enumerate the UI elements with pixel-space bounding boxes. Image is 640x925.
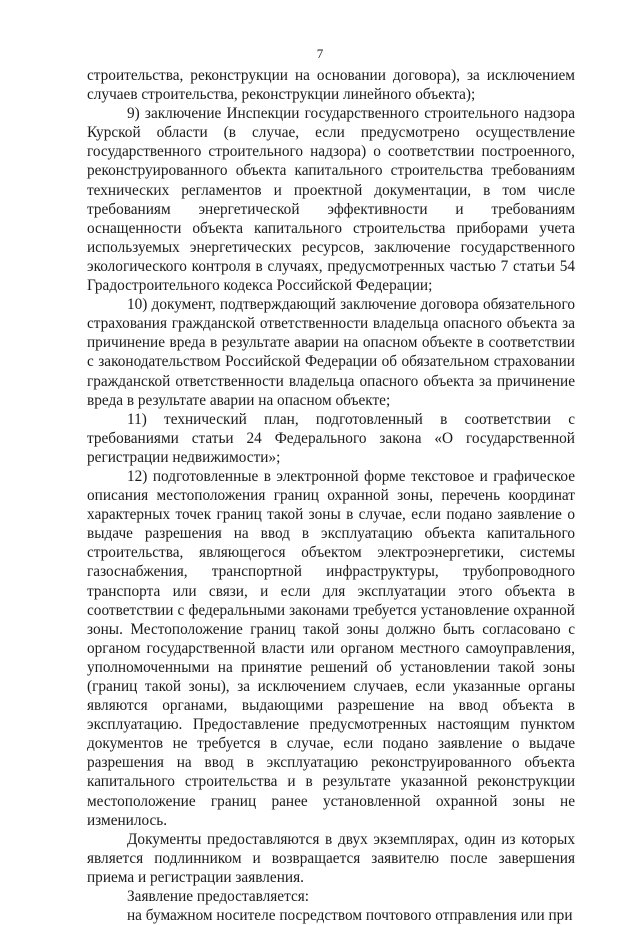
paragraph-item-9: 9) заключение Инспекции государственного строительного надзора Курской области (в случае, если предусмотрено осуществление государственного строительного надзора) о соответствии построенного, реконструированного объекта капитального строительства требованиям технических регламентов и проектной документации, в том числе требованиям энергетической эффективности и требованиям оснащенности объекта капитального строительства приборами учета используемых энергетических ресурсов, заключение государственного экологического контроля в случаях, предусмотренных частью 7 статьи 54 Градостроительного кодекса Российской Федерации; bbox=[87, 105, 575, 295]
paragraph-paper-submission: на бумажном носителе посредством почтового отправления или при bbox=[127, 907, 573, 925]
page-number: 7 bbox=[316, 46, 324, 61]
paragraph-item-11: 11) технический план, подготовленный в соответствии с требованиями статьи 24 Федерального закона «О государственной регистрации недвижимости»; bbox=[87, 410, 575, 466]
paragraph-item-12: 12) подготовленные в электронной форме текстовое и графическое описания местоположения границ охранной зоны, перечень координат характерных точек границ такой зоны в случае, если подано заявление о выдаче разрешения на ввод в эксплуатацию объекта капитального строительства, являющегося объектом электроэнергетики, системы газоснабжения, транспортной инфраструктуры, трубопроводного транспорта или связи, и если для эксплуатации этого объекта в соответствии с федеральными законами требуется установление охранной зоны. Местоположение границ такой зоны должно быть согласовано с органом государственной власти или органом местного самоуправления, уполномоченными на принятие решений об установлении такой зоны (границ такой зоны), за исключением случаев, если указанные органы являются органами, выдающими разрешение на ввод объекта в эксплуатацию. Предоставление предусмотренных настоящим пунктом документов не требуется в случае, если подано заявление о выдаче разрешения на ввод в эксплуатацию реконструированного объекта капитального строительства и в результате указанной реконструкции местоположение границ ранее установленной охранной зоны не изменилось. bbox=[87, 467, 575, 829]
paragraph-copies: Документы предоставляются в двух экземплярах, один из которых является подлинником и возвращается заявителю после завершения приема и регистрации заявления. bbox=[87, 830, 575, 886]
document-body bbox=[87, 66, 575, 925]
paragraph-continuation: строительства, реконструкции на основании договора), за исключением случаев строительства, реконструкции линейного объекта); bbox=[87, 67, 575, 104]
paragraph-item-10: 10) документ, подтверждающий заключение договора обязательного страхования гражданской ответственности владельца опасного объекта за причинение вреда в результате аварии на опасном объекте в соответствии с законодательством Российской Федерации об обязательном страховании гражданской ответственности владельца опасного объекта за причинение вреда в результате аварии на опасном объекте; bbox=[87, 296, 575, 409]
paragraph-submission-heading: Заявление предоставляется: bbox=[127, 888, 310, 906]
